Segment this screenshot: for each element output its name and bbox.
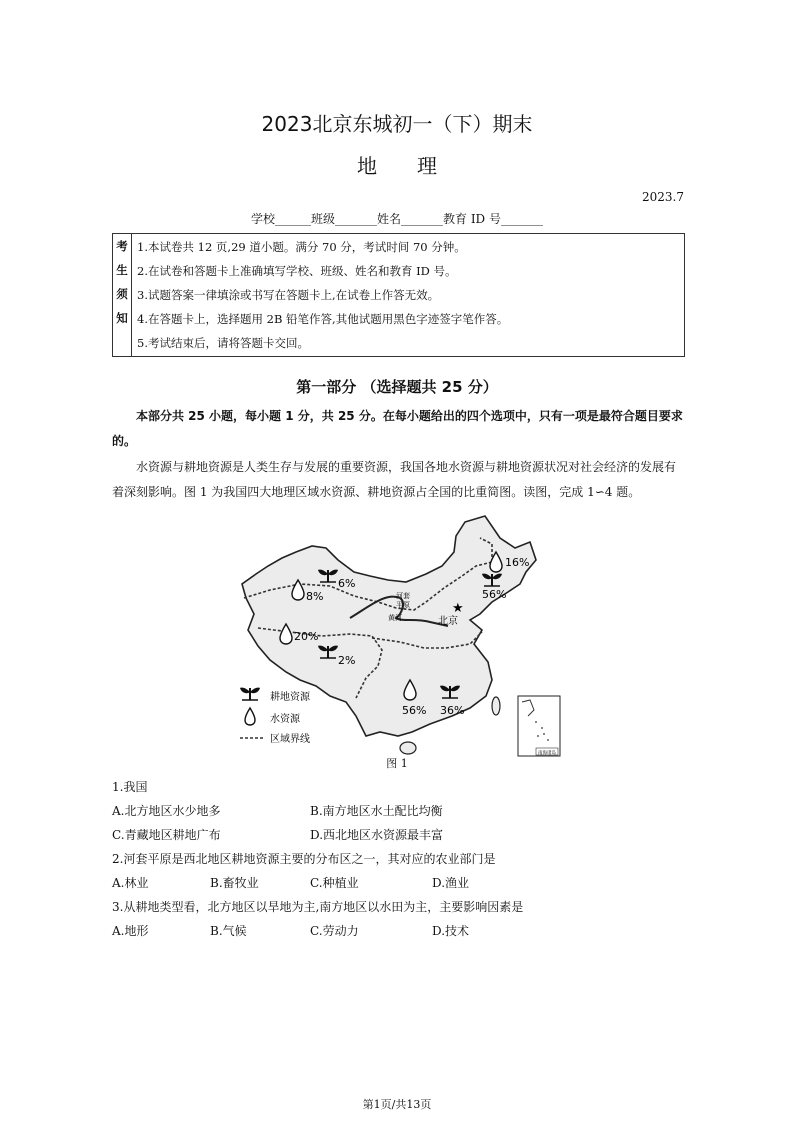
notice-item: 1.本试卷共 12 页,29 道小题。满分 70 分，考试时间 70 分钟。 <box>137 240 466 254</box>
notice-items <box>132 234 685 357</box>
inset-label: 南海诸岛 <box>538 751 556 756</box>
question-1-option-c: C.青藏地区耕地广布 <box>112 828 221 842</box>
notice-side-label: 考 生 须 知 <box>113 234 132 357</box>
question-3-option-c: C.劳动力 <box>310 924 359 938</box>
legend-boundary-label: 区域界线 <box>270 734 310 745</box>
question-1-option-a: A.北方地区水少地多 <box>112 804 221 818</box>
exam-date: 2023.7 <box>642 190 684 204</box>
question-2-option-a: A.林业 <box>112 876 149 890</box>
qz-land-value: 2% <box>338 654 356 667</box>
figure-caption: 图 1 <box>386 757 408 770</box>
taiwan-island <box>492 697 500 715</box>
page-footer: 第1页/共13页 <box>362 1098 432 1111</box>
notice-item: 3.试题答案一律填涂或书写在答题卡上,在试卷上作答无效。 <box>137 288 440 302</box>
question-1-option-d: D.西北地区水资源最丰富 <box>310 828 444 842</box>
intro-paragraph: 水资源与耕地资源是人类生存与发展的重要资源，我国各地水资源与耕地资源状况对社会经济的发展有着深刻影响。图 1 为我国四大地理区域水资源、耕地资源占全国的比重简图。读图，完成 1∽4 题。 <box>112 460 677 499</box>
legend-water-label: 水资源 <box>270 714 300 725</box>
yellow-river-label: 黄河 <box>388 614 402 622</box>
part1-instructions: 本部分共 25 小题，每小题 1 分，共 25 分。在每小题给出的四个选项中，只有一项是最符合题目要求的。 <box>112 409 683 448</box>
question-1-stem: 1.我国 <box>112 780 148 794</box>
question-2-stem: 2.河套平原是西北地区耕地资源主要的分布区之一，其对应的农业部门是 <box>112 852 496 866</box>
question-2-option-c: C.种植业 <box>310 876 359 890</box>
notice-table <box>112 233 685 357</box>
nw-land-value: 6% <box>338 577 356 590</box>
inset-box <box>518 696 560 756</box>
hetao-label-1: 河套 <box>396 592 410 600</box>
notice-item: 4.在答题卡上，选择题用 2B 铅笔作答,其他试题用黑色字迹签字笔作答。 <box>137 312 509 326</box>
north-land-value: 56% <box>482 588 507 601</box>
question-3-stem: 3.从耕地类型看，北方地区以旱地为主,南方地区以水田为主，主要影响因素是 <box>112 900 524 914</box>
part1-heading: 第一部分 （选择题共 25 分） <box>296 378 498 396</box>
subject-title: 地理 <box>357 154 477 178</box>
figure-1-map <box>230 510 570 772</box>
question-3-option-a: A.地形 <box>112 924 149 938</box>
page-title: 2023北京东城初一（下）期末 <box>261 112 533 136</box>
legend-land-label: 耕地资源 <box>270 692 310 703</box>
south-land-value: 36% <box>440 704 465 717</box>
question-1-option-b: B.南方地区水土配比均衡 <box>310 804 443 818</box>
nw-water-value: 8% <box>306 590 324 603</box>
hetao-label-2: 平原 <box>396 601 410 609</box>
ne-water-value: 16% <box>505 556 530 569</box>
hainan-island <box>400 742 416 754</box>
beijing-label: 北京 <box>438 616 458 627</box>
question-3-option-b: B.气候 <box>210 924 247 938</box>
legend-sprout-icon <box>240 688 260 700</box>
legend-water-drop-icon <box>245 708 255 725</box>
beijing-star-icon: ★ <box>452 601 464 616</box>
south-water-value: 56% <box>402 704 427 717</box>
notice-item: 2.在试卷和答题卡上准确填写学校、班级、姓名和教育 ID 号。 <box>137 264 457 278</box>
question-2-option-d: D.渔业 <box>432 876 470 890</box>
question-2-option-b: B.畜牧业 <box>210 876 259 890</box>
question-3-option-d: D.技术 <box>432 924 470 938</box>
notice-item: 5.考试结束后，请将答题卡交回。 <box>137 336 309 350</box>
qz-water-value: 20% <box>294 630 319 643</box>
student-info-line: 学校______班级_______姓名_______教育 ID 号_______ <box>251 212 543 226</box>
